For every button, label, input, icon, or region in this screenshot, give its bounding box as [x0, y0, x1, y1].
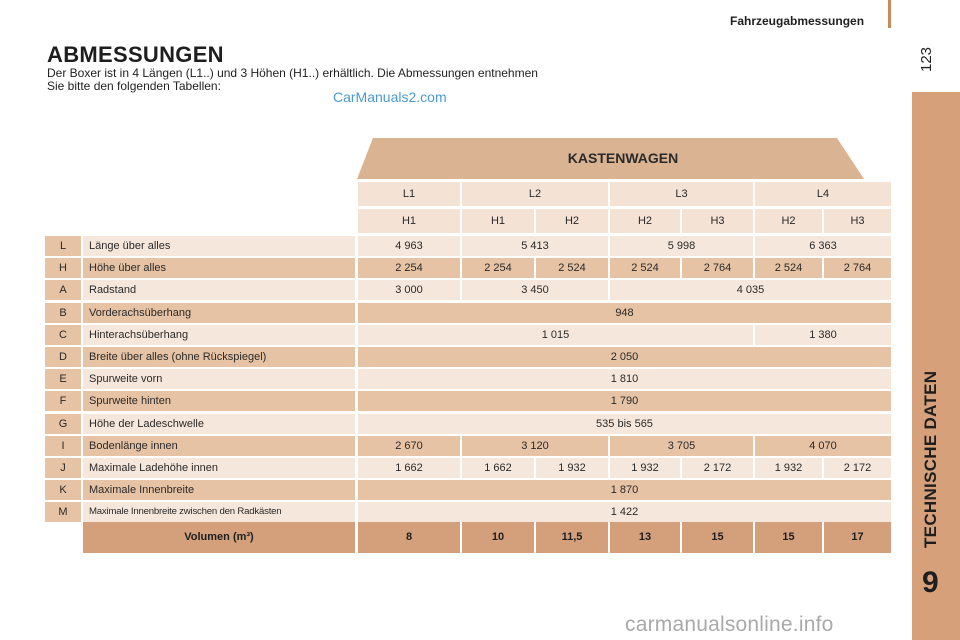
section-header: Fahrzeugabmessungen [730, 14, 865, 28]
row-value: 3 705 [610, 436, 753, 456]
row-value: 4 070 [755, 436, 891, 456]
chapter-title: TECHNISCHE DATEN [921, 370, 940, 548]
row-value: 1 662 [462, 458, 534, 478]
length-header-l3: L3 [610, 182, 753, 206]
volume-value: 8 [358, 522, 460, 553]
volume-value: 17 [824, 522, 891, 553]
watermark-top[interactable]: CarManuals2.com [333, 89, 447, 105]
chapter-number: 9 [922, 566, 939, 599]
row-value: 2 764 [682, 258, 753, 278]
row-code-j: J [45, 458, 81, 478]
volume-value: 15 [682, 522, 753, 553]
row-label: Länge über alles [83, 236, 355, 256]
row-value: 3 120 [462, 436, 608, 456]
row-value: 1 380 [755, 325, 891, 345]
height-header: H3 [682, 209, 753, 233]
height-header: H1 [358, 209, 460, 233]
row-code-f: F [45, 391, 81, 411]
row-value: 1 870 [358, 480, 891, 500]
row-value: 2 524 [536, 258, 608, 278]
row-value: 948 [358, 303, 891, 323]
length-header-l1: L1 [358, 182, 460, 206]
height-header: H2 [755, 209, 822, 233]
height-header: H1 [462, 209, 534, 233]
row-value: 4 963 [358, 236, 460, 256]
row-value: 2 524 [755, 258, 822, 278]
intro-line-1: Der Boxer ist in 4 Längen (L1..) und 3 Höhen (H1..) erhältlich. Die Abmessungen entnehmen [47, 66, 538, 80]
row-label: Spurweite hinten [83, 391, 355, 411]
table-title: KASTENWAGEN [567, 150, 679, 166]
row-value: 2 050 [358, 347, 891, 367]
row-label: Vorderachsüberhang [83, 303, 355, 323]
row-value: 1 790 [358, 391, 891, 411]
volume-value: 13 [610, 522, 680, 553]
row-value: 3 450 [462, 280, 608, 300]
row-value: 6 363 [755, 236, 891, 256]
row-code-c: C [45, 325, 81, 345]
volume-value: 11,5 [536, 522, 608, 553]
row-value: 1 932 [536, 458, 608, 478]
row-code-l: L [45, 236, 81, 256]
row-code-i: I [45, 436, 81, 456]
header-rule [888, 0, 891, 28]
page-number: 123 [918, 46, 935, 72]
row-value: 1 810 [358, 369, 891, 389]
row-value: 1 422 [358, 502, 891, 522]
volume-value: 10 [462, 522, 534, 553]
row-label: Breite über alles (ohne Rückspiegel) [83, 347, 355, 367]
row-label: Radstand [83, 280, 355, 300]
row-label: Maximale Ladehöhe innen [83, 458, 355, 478]
height-header: H2 [610, 209, 680, 233]
row-value: 2 670 [358, 436, 460, 456]
row-code-e: E [45, 369, 81, 389]
row-value: 2 172 [682, 458, 753, 478]
row-value: 3 000 [358, 280, 460, 300]
height-header: H2 [536, 209, 608, 233]
volume-label: Volumen (m³) [83, 522, 355, 553]
row-value: 2 254 [358, 258, 460, 278]
row-label: Maximale Innenbreite zwischen den Radkästen [83, 502, 355, 522]
row-value: 1 932 [755, 458, 822, 478]
row-value: 1 932 [610, 458, 680, 478]
watermark-bottom[interactable]: carmanualsonline.info [625, 613, 834, 636]
height-header: H3 [824, 209, 891, 233]
length-header-l2: L2 [462, 182, 608, 206]
row-label: Hinterachsüberhang [83, 325, 355, 345]
row-value: 4 035 [610, 280, 891, 300]
row-code-k: K [45, 480, 81, 500]
row-value: 535 bis 565 [358, 414, 891, 434]
row-value: 2 524 [610, 258, 680, 278]
row-code-g: G [45, 414, 81, 434]
row-label: Maximale Innenbreite [83, 480, 355, 500]
row-code-m: M [45, 502, 81, 522]
row-value: 2 254 [462, 258, 534, 278]
row-label: Spurweite vorn [83, 369, 355, 389]
row-value: 5 413 [462, 236, 608, 256]
row-label: Höhe der Ladeschwelle [83, 414, 355, 434]
row-value: 5 998 [610, 236, 753, 256]
length-header-l4: L4 [755, 182, 891, 206]
volume-value: 15 [755, 522, 822, 553]
row-value: 2 764 [824, 258, 891, 278]
page-title: ABMESSUNGEN [47, 42, 224, 67]
row-value: 1 015 [358, 325, 753, 345]
row-label: Höhe über alles [83, 258, 355, 278]
row-value: 2 172 [824, 458, 891, 478]
row-code-b: B [45, 303, 81, 323]
row-code-a: A [45, 280, 81, 300]
intro-line-2: Sie bitte den folgenden Tabellen: [47, 79, 221, 93]
row-value: 1 662 [358, 458, 460, 478]
row-code-d: D [45, 347, 81, 367]
row-label: Bodenlänge innen [83, 436, 355, 456]
row-code-h: H [45, 258, 81, 278]
